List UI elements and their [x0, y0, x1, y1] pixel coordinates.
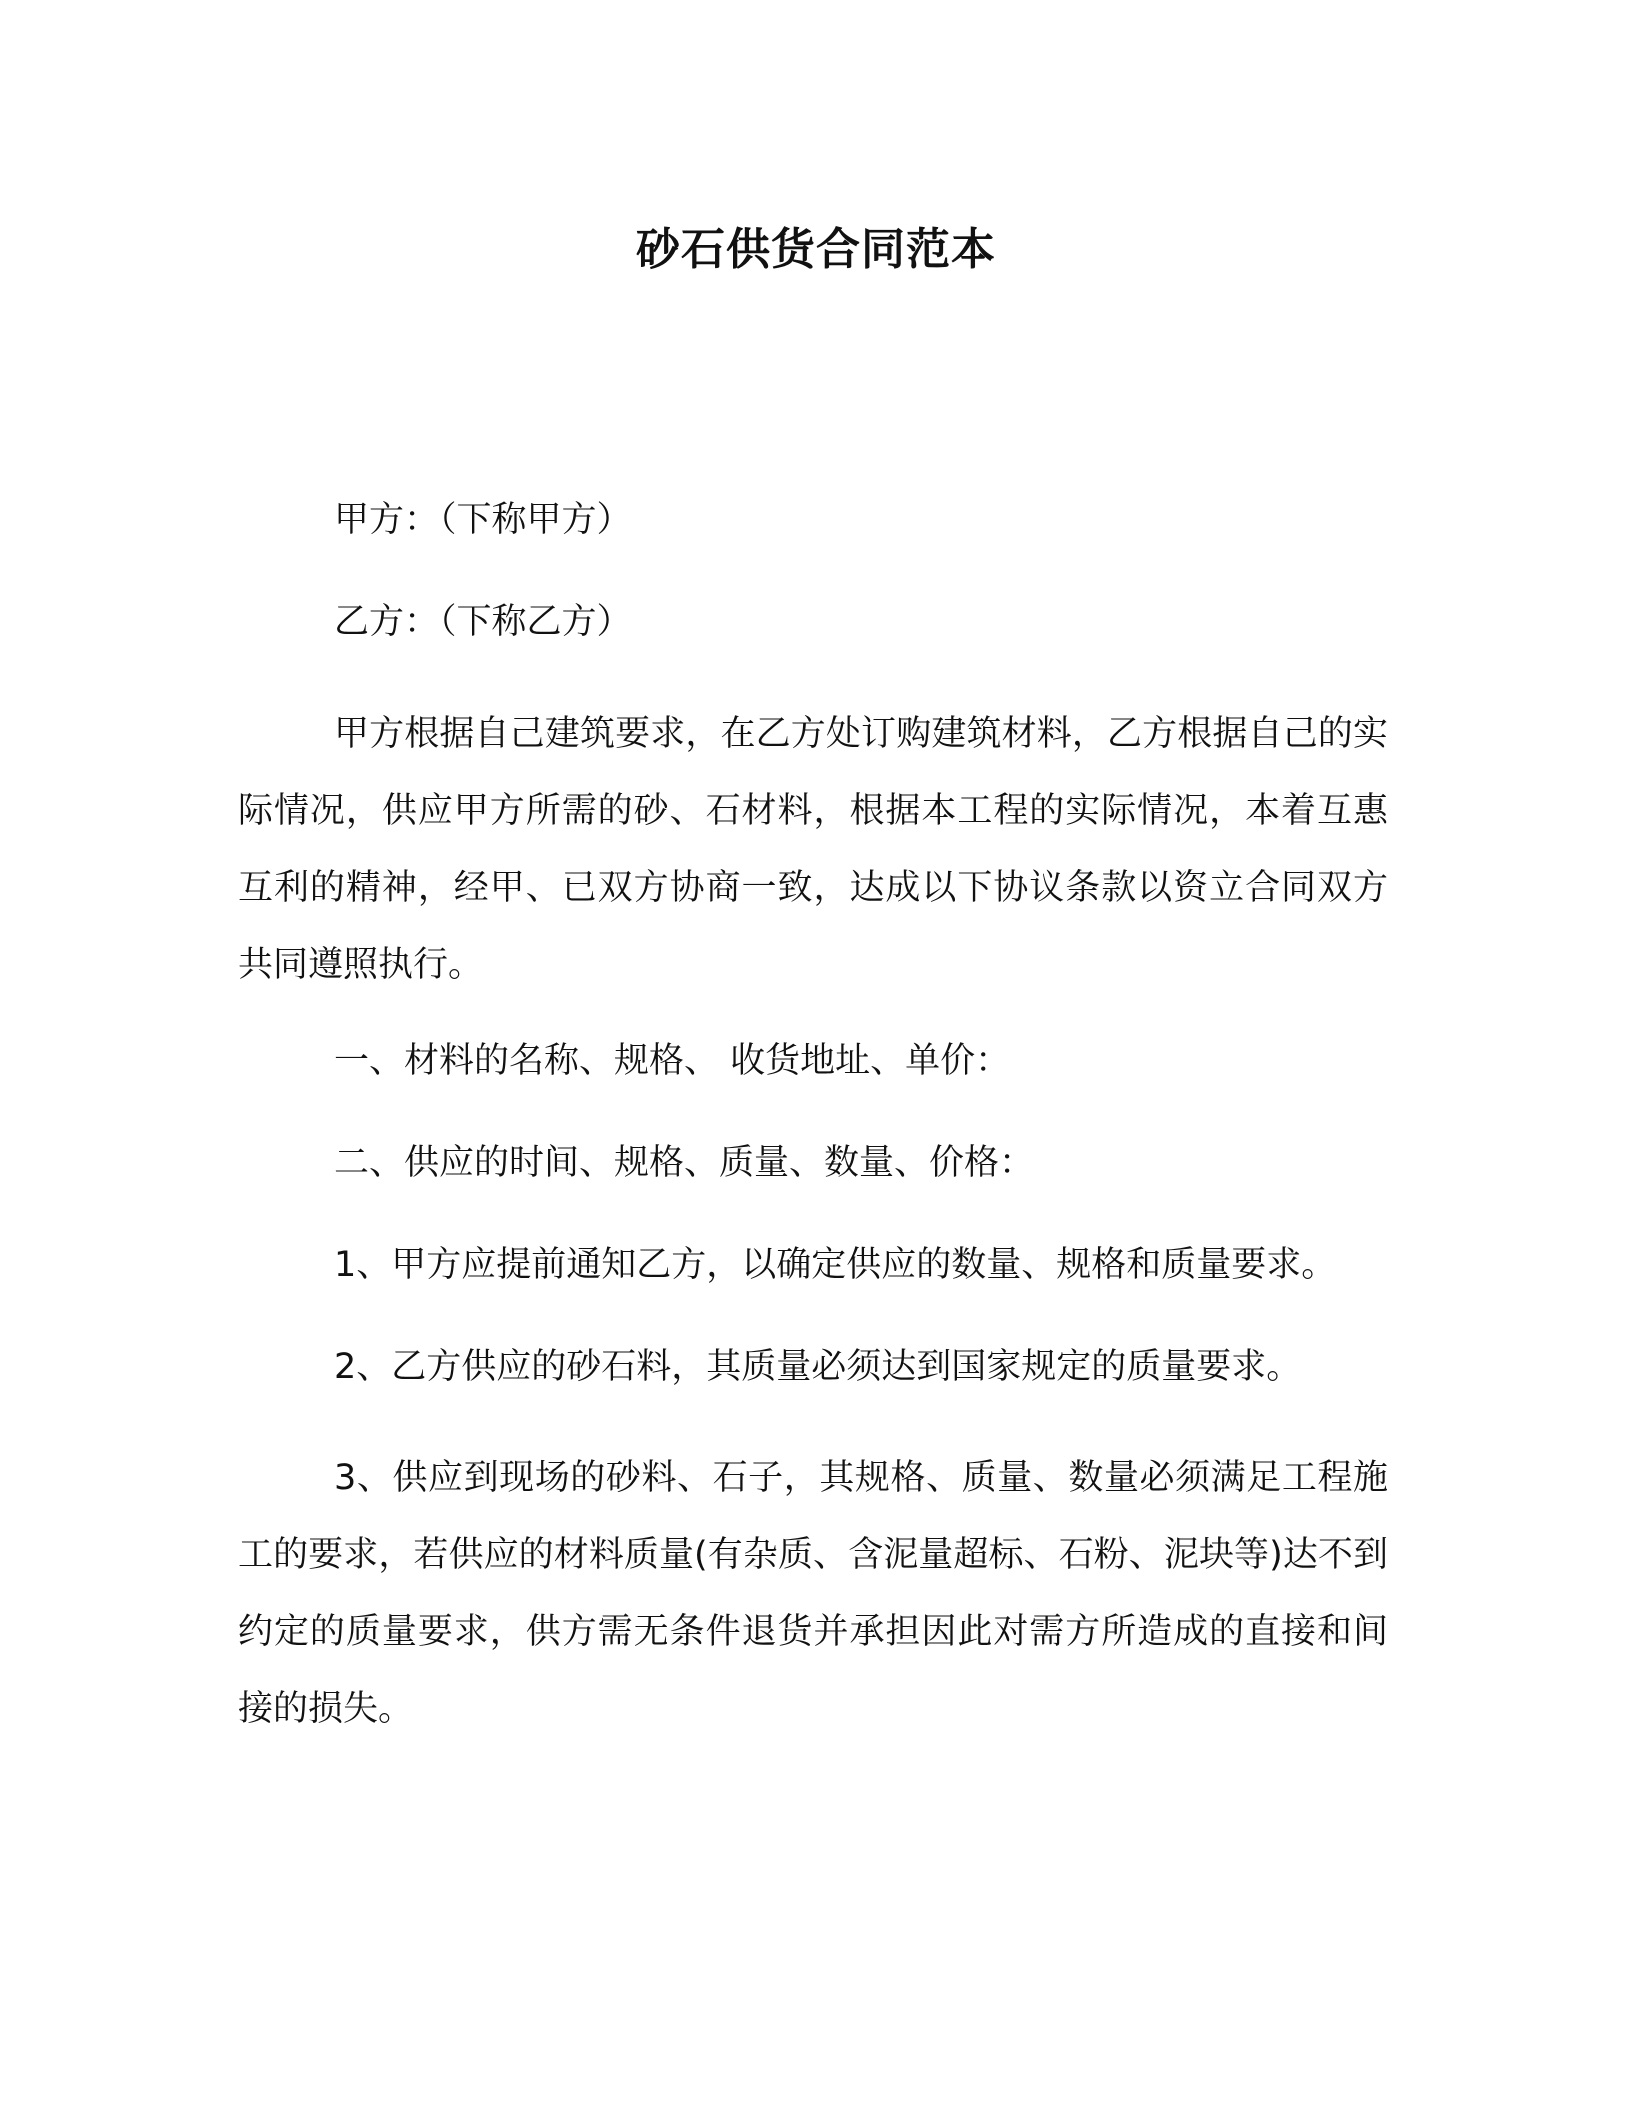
document-title: 砂石供货合同范本 [636, 224, 996, 275]
party-b-line: 乙方：（下称乙方） [334, 602, 632, 642]
clause-3-paragraph: 3、供应到现场的砂料、石子，其规格、质量、数量必须满足工程施工的要求，若供应的材料质量(有杂质、含泥量超标、石粉、泥块等)达不到约定的质量要求，供方需无条件退货并承担因此对需方所造成的直接和间接的损失。 [238, 1458, 1388, 1729]
party-a-line: 甲方：（下称甲方） [334, 500, 632, 540]
clause-2: 2、乙方供应的砂石料，其质量必须达到国家规定的质量要求。 [334, 1347, 1302, 1387]
section-1-heading: 一、材料的名称、规格、 收货地址、单价： [334, 1041, 1011, 1081]
intro-paragraph: 甲方根据自己建筑要求，在乙方处订购建筑材料，乙方根据自己的实际情况，供应甲方所需的砂、石材料，根据本工程的实际情况，本着互惠互利的精神，经甲、已双方协商一致，达成以下协议条款以资立合同双方共同遵照执行。 [238, 714, 1388, 985]
clause-1: 1、甲方应提前通知乙方，以确定供应的数量、规格和质量要求。 [334, 1245, 1337, 1285]
section-2-heading: 二、供应的时间、规格、质量、数量、价格： [334, 1143, 1035, 1183]
